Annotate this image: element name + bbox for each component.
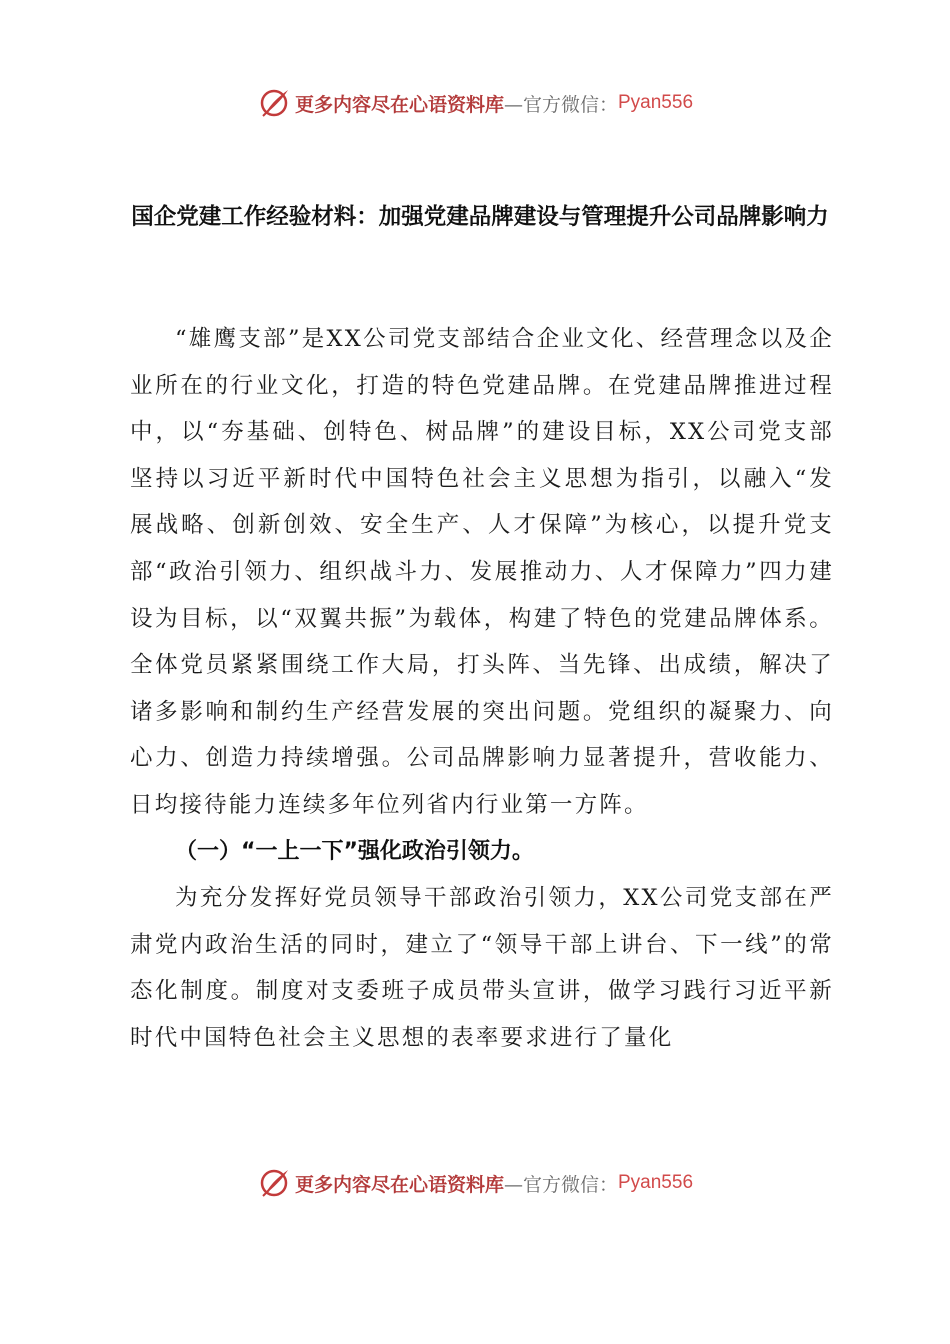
watermark-text-library: 更多内容尽在心语资料库 (294, 1173, 504, 1196)
watermark-text-wechat-label: —官方微信： (503, 93, 618, 116)
intro-paragraph: “雄鹰支部”是XX公司党支部结合企业文化、经营理念以及企业所在的行业文化，打造的特色党建品牌。在党建品牌推进过程中，以“夯基础、创特色、树品牌”的建设目标，XX公司党支部坚持以习近平新时代中国特色社会主义思想为指引，以融入“发展战略、创新创效、安全生产、人才保障”为核心，以提升党支部“政治引领力、组织战斗力、发展推动力、人才保障力”四力建设为目标，以“双翼共振”为载体，构建了特色的党建品牌体系。全体党员紧紧围绕工作大局，打头阵、当先锋、出成绩，解决了诸多影响和制约生产经营发展的突出问题。党组织的凝聚力、向心力、创造力持续增强。公司品牌影响力显著提升，营收能力、日均接待能力连续多年位列省内行业第一方阵。 (130, 326, 834, 818)
section-paragraph: 为充分发挥好党员领导干部政治引领力，XX公司党支部在严肃党内政治生活的同时，建立了“领导干部上讲台、下一线”的常态化制度。制度对支委班子成员带头宣讲，做学习践行习近平新时代中国特色社会主义思想的表率要求进行了量化 (130, 885, 834, 1051)
watermark-banner-top (0, 83, 950, 123)
feather-pen-logo-icon (257, 86, 291, 120)
watermark-banner-bottom (0, 1163, 950, 1203)
watermark-text-wechat-id: Pyan556 (618, 92, 694, 113)
section-heading: （一）“一上一下”强化政治引领力。 (175, 838, 534, 864)
feather-pen-logo-icon (257, 1166, 291, 1200)
document-title: 国企党建工作经验材料：加强党建品牌建设与管理提升公司品牌影响力 (131, 204, 829, 230)
watermark-text-wechat-id: Pyan556 (618, 1172, 694, 1193)
document-body (130, 316, 834, 1062)
watermark-text-wechat-label: —官方微信： (503, 1173, 618, 1196)
watermark-text-library: 更多内容尽在心语资料库 (294, 93, 504, 116)
